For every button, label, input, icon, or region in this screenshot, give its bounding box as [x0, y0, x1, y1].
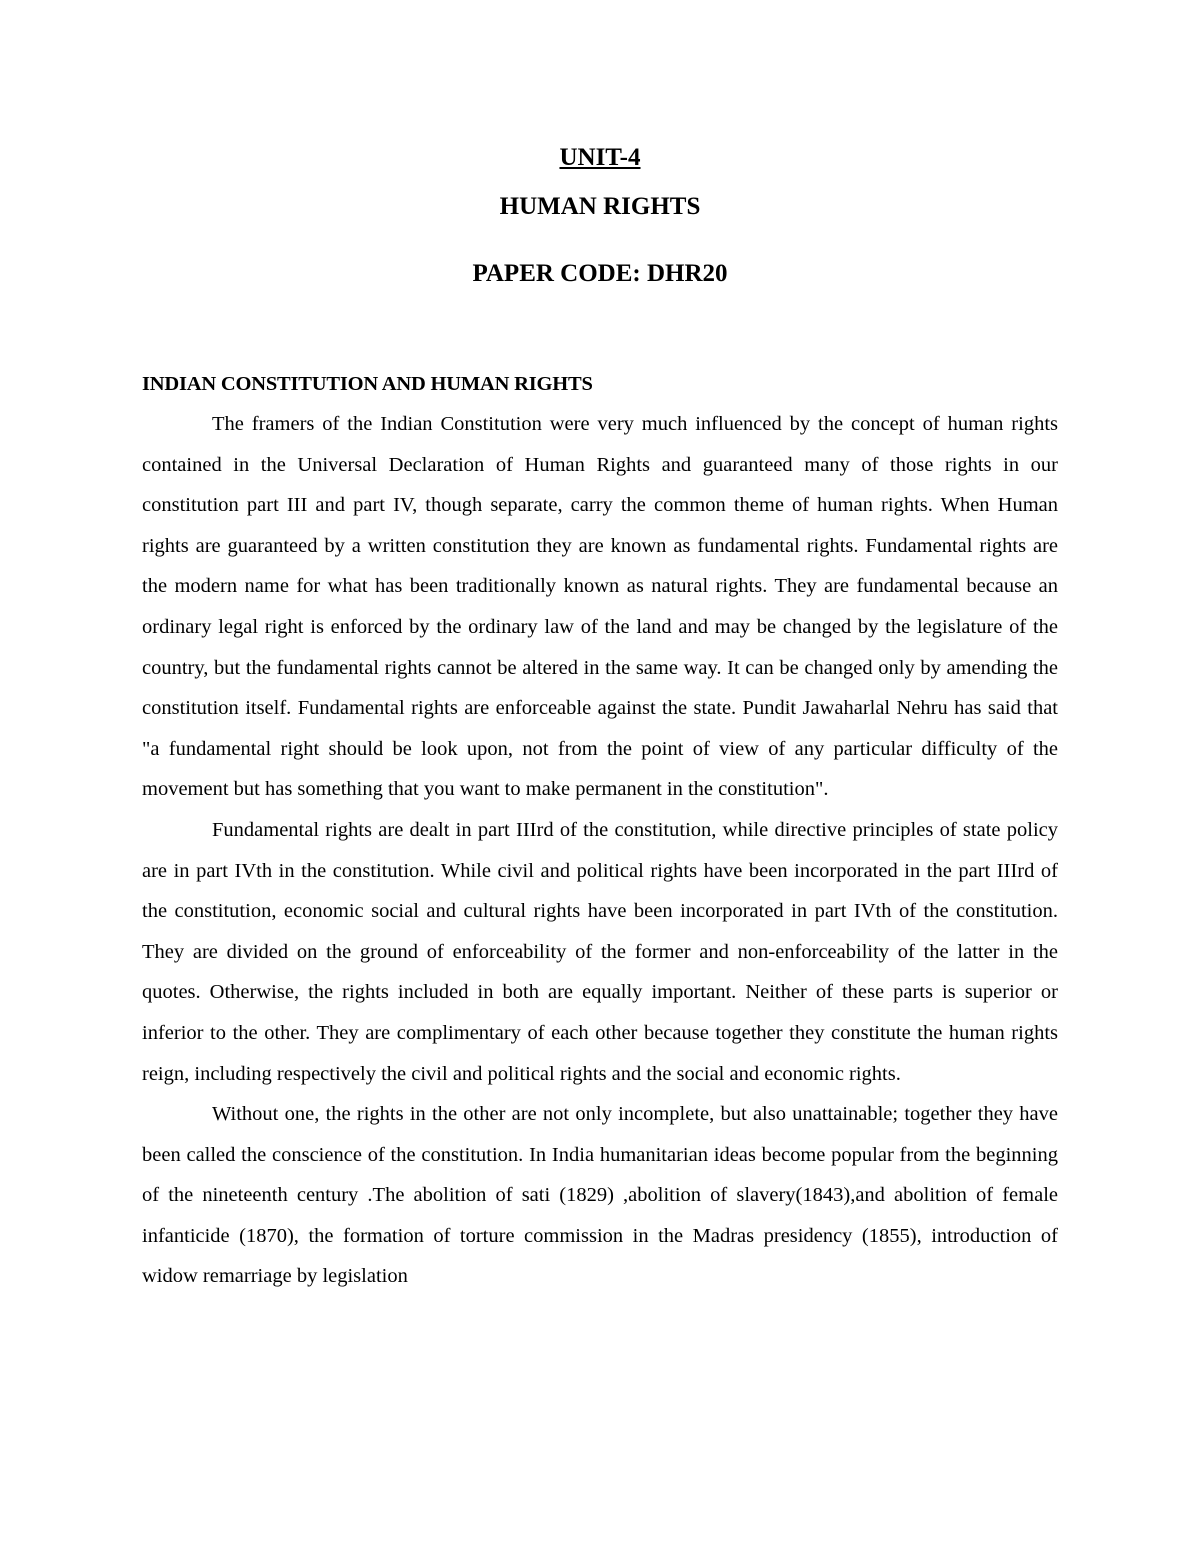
section-heading: INDIAN CONSTITUTION AND HUMAN RIGHTS	[142, 373, 593, 395]
body-text	[142, 368, 1058, 1297]
paper-code: PAPER CODE: DHR20	[472, 260, 728, 287]
paragraph: The framers of the Indian Constitution were very much influenced by the concept of human rights contained in the Universal Declaration of Human Rights and guaranteed many of those rights in our constitution part III and part IV, though separate, carry the common theme of human rights. When Human rights are guaranteed by a written constitution they are known as fundamental rights. Fundamental rights are the modern name for what has been traditionally known as natural rights. They are fundamental because an ordinary legal right is enforced by the ordinary law of the land and may be changed by the legislature of the country, but the fundamental rights cannot be altered in the same way. It can be changed only by amending the constitution itself. Fundamental rights are enforceable against the state. Pundit Jawaharlal Nehru has said that "a fundamental right should be look upon, not from the point of view of any particular difficulty of the movement but has something that you want to make permanent in the constitution".	[142, 413, 1058, 801]
paragraph: Without one, the rights in the other are not only incomplete, but also unattainable; together they have been called the conscience of the constitution. In India humanitarian ideas become popular from the beginning of the nineteenth century .The abolition of sati (1829) ,abolition of slavery(1843),and abolition of female infanticide (1870), the formation of torture commission in the Madras presidency (1855), introduction of widow remarriage by legislation	[142, 1103, 1058, 1288]
subject-title: HUMAN RIGHTS	[499, 193, 701, 220]
unit-title: UNIT-4	[559, 144, 641, 171]
paragraph: Fundamental rights are dealt in part IIIrd of the constitution, while directive principles of state policy are in part IVth in the constitution. While civil and political rights have been incorporated in the part IIIrd of the constitution, economic social and cultural rights have been incorporated in part IVth of the constitution. They are divided on the ground of enforceability of the former and non-enforceability of the latter in the quotes. Otherwise, the rights included in both are equally important. Neither of these parts is superior or inferior to the other. They are complimentary of each other because together they constitute the human rights reign, including respectively the civil and political rights and the social and economic rights.	[142, 818, 1058, 1085]
